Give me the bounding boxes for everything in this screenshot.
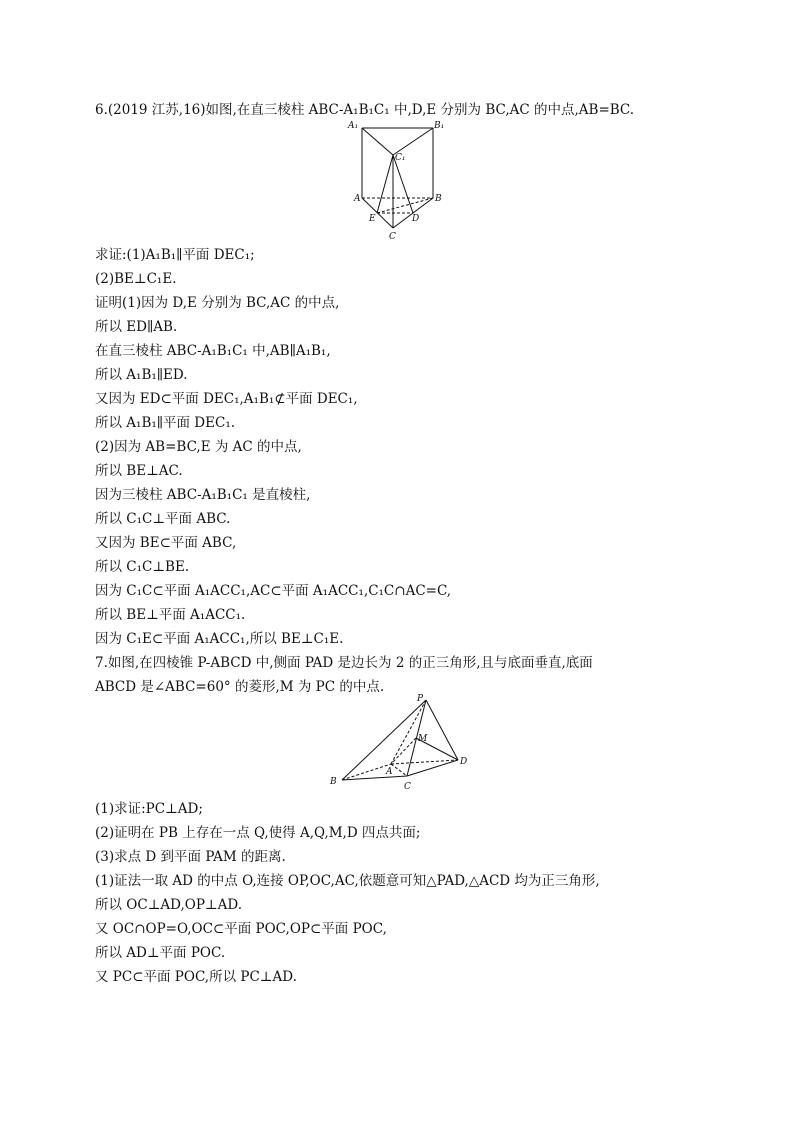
label-a: A [354, 194, 361, 204]
problem-7-title-line-1: 7.如图,在四棱锥 P-ABCD 中,侧面 PAD 是边长为 2 的正三角形,且与底面垂直,底面 [95, 655, 593, 671]
p6-line-3: 证明(1)因为 D,E 分别为 BC,AC 的中点, [95, 295, 340, 311]
label-e: E [369, 214, 376, 224]
p6-line-15: 因为 C₁C⊂平面 A₁ACC₁,AC⊂平面 A₁ACC₁,C₁C∩AC=C, [95, 583, 452, 599]
label-m: M [418, 734, 428, 744]
label-c: C [389, 232, 396, 242]
p7-line-4: (1)证法一取 AD 的中点 O,连接 OP,OC,AC,依题意可知△PAD,△ACD 均为正三角形, [95, 873, 600, 889]
p6-line-9: (2)因为 AB=BC,E 为 AC 的中点, [95, 439, 302, 455]
p6-line-10: 所以 BE⊥AC. [95, 463, 183, 479]
pyramid-figure [322, 694, 472, 794]
problem-6-title: 6.(2019 江苏,16)如图,在直三棱柱 ABC-A₁B₁C₁ 中,D,E 分别为 BC,AC 的中点,AB=BC. [95, 102, 635, 118]
label-c1: C₁ [395, 153, 406, 163]
p6-line-2: (2)BE⊥C₁E. [95, 271, 177, 287]
p6-line-12: 所以 C₁C⊥平面 ABC. [95, 511, 231, 527]
p6-line-4: 所以 ED∥AB. [95, 319, 178, 335]
edge-pb [342, 700, 426, 780]
p6-line-17: 因为 C₁E⊂平面 A₁ACC₁,所以 BE⊥C₁E. [95, 631, 344, 647]
p7-line-5: 所以 OC⊥AD,OP⊥AD. [95, 897, 242, 913]
label-b: B [330, 777, 337, 787]
edge-b1c1 [393, 128, 433, 155]
edge-pd [426, 700, 458, 760]
edge-cd [407, 760, 458, 776]
p6-line-7: 又因为 ED⊂平面 DEC₁,A₁B₁⊄平面 DEC₁, [95, 391, 358, 407]
p6-line-14: 所以 C₁C⊥BE. [95, 559, 190, 575]
label-c: C [404, 782, 411, 792]
p7-line-7: 所以 AD⊥平面 POC. [95, 945, 226, 961]
segment-eb [377, 198, 433, 213]
edge-ac-hidden [391, 764, 407, 776]
label-a1: A₁ [348, 121, 359, 131]
p6-line-11: 因为三棱柱 ABC-A₁B₁C₁ 是直棱柱, [95, 487, 311, 503]
p6-line-5: 在直三棱柱 ABC-A₁B₁C₁ 中,AB∥A₁B₁, [95, 343, 331, 359]
label-b1: B₁ [434, 121, 445, 131]
problem-7-title-line-2: ABCD 是∠ABC=60° 的菱形,M 为 PC 的中点. [95, 679, 385, 695]
p7-line-3: (3)求点 D 到平面 PAM 的距离. [95, 849, 286, 865]
edge-pa-hidden [391, 700, 426, 764]
p7-line-8: 又 PC⊂平面 POC,所以 PC⊥AD. [95, 969, 297, 985]
segment-c1e [377, 155, 393, 213]
p6-line-16: 所以 BE⊥平面 A₁ACC₁. [95, 607, 246, 623]
label-p: P [417, 694, 424, 704]
p7-line-2: (2)证明在 PB 上存在一点 Q,使得 A,Q,M,D 四点共面; [95, 825, 421, 841]
p6-line-8: 所以 A₁B₁∥平面 DEC₁. [95, 415, 236, 431]
p6-line-13: 又因为 BE⊂平面 ABC, [95, 535, 237, 551]
prism-figure [345, 118, 445, 242]
label-a: A [386, 767, 393, 777]
segment-c1d [393, 155, 413, 213]
edge-a1c1 [362, 128, 393, 155]
p6-line-1: 求证:(1)A₁B₁∥平面 DEC₁; [95, 247, 255, 263]
label-b: B [435, 194, 442, 204]
label-d: D [460, 757, 468, 767]
p6-line-6: 所以 A₁B₁∥ED. [95, 367, 188, 383]
p7-line-1: (1)求证:PC⊥AD; [95, 801, 203, 817]
label-d: D [412, 214, 420, 224]
p7-line-6: 又 OC∩OP=O,OC⊂平面 POC,OP⊂平面 POC, [95, 921, 387, 937]
